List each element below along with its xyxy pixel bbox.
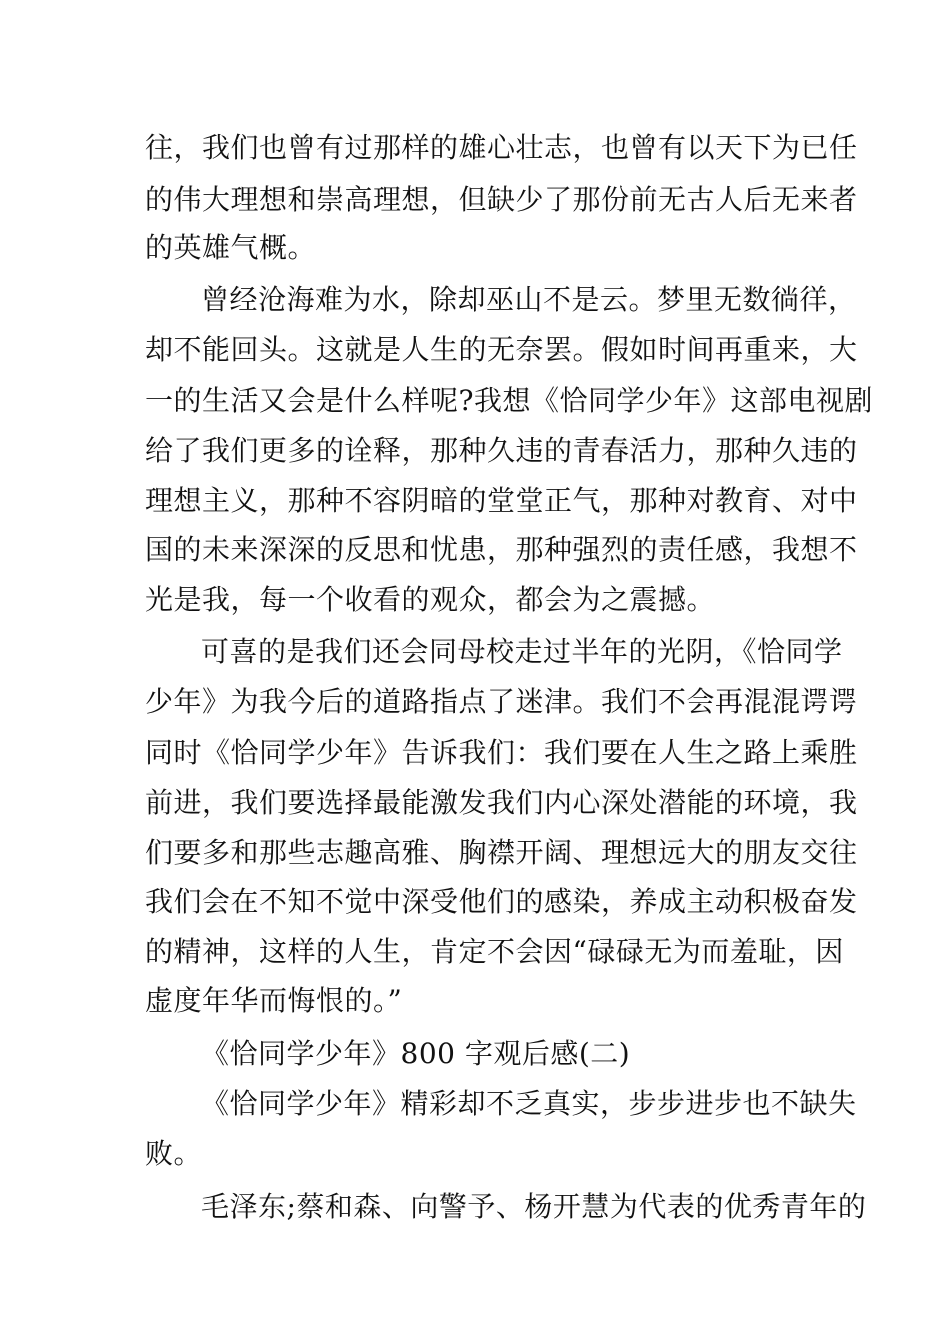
text-line: 的精神，这样的人生，肯定不会因“碌碌无为而羞耻，因 bbox=[145, 935, 844, 968]
text-line: 的伟大理想和崇高理想，但缺少了那份前无古人后无来者 bbox=[145, 183, 858, 216]
section-heading: 《恰同学少年》800 字观后感(二) bbox=[201, 1037, 631, 1070]
text-line: 理想主义，那种不容阴暗的堂堂正气，那种对教育、对中 bbox=[145, 484, 858, 517]
text-line: 却不能回头。这就是人生的无奈罢。假如时间再重来，大 bbox=[145, 333, 858, 366]
text-line: 曾经沧海难为水，除却巫山不是云。梦里无数徜徉， bbox=[201, 283, 857, 316]
text-line: 们要多和那些志趣高雅、胸襟开阔、理想远大的朋友交往 bbox=[145, 836, 858, 869]
text-line: 同时《恰同学少年》告诉我们：我们要在人生之路上乘胜 bbox=[145, 736, 858, 769]
text-line: 《恰同学少年》精彩却不乏真实，步步进步也不缺失 bbox=[201, 1087, 857, 1120]
text-line: 一的生活又会是什么样呢?我想《恰同学少年》这部电视剧 bbox=[145, 384, 874, 417]
text-line: 给了我们更多的诠释，那种久违的青春活力，那种久违的 bbox=[145, 434, 858, 467]
text-line: 败。 bbox=[145, 1137, 203, 1170]
text-line: 往，我们也曾有过那样的雄心壮志，也曾有以天下为已任 bbox=[145, 131, 858, 164]
text-line: 前进，我们要选择最能激发我们内心深处潜能的环境，我 bbox=[145, 786, 858, 819]
text-line: 光是我，每一个收看的观众，都会为之震撼。 bbox=[145, 583, 716, 616]
text-line: 少年》为我今后的道路指点了迷津。我们不会再混混谔谔 bbox=[145, 685, 858, 718]
text-line: 可喜的是我们还会同母校走过半年的光阴，《恰同学 bbox=[201, 635, 843, 668]
text-line: 我们会在不知不觉中深受他们的感染，养成主动积极奋发 bbox=[145, 885, 858, 918]
text-line: 虚度年华而悔恨的。” bbox=[145, 984, 403, 1017]
text-line: 的英雄气概。 bbox=[145, 231, 317, 264]
text-line: 国的未来深深的反思和忧患，那种强烈的责任感，我想不 bbox=[145, 533, 858, 566]
text-line: 毛泽东;蔡和森、向警予、杨开慧为代表的优秀青年的 bbox=[201, 1190, 867, 1223]
